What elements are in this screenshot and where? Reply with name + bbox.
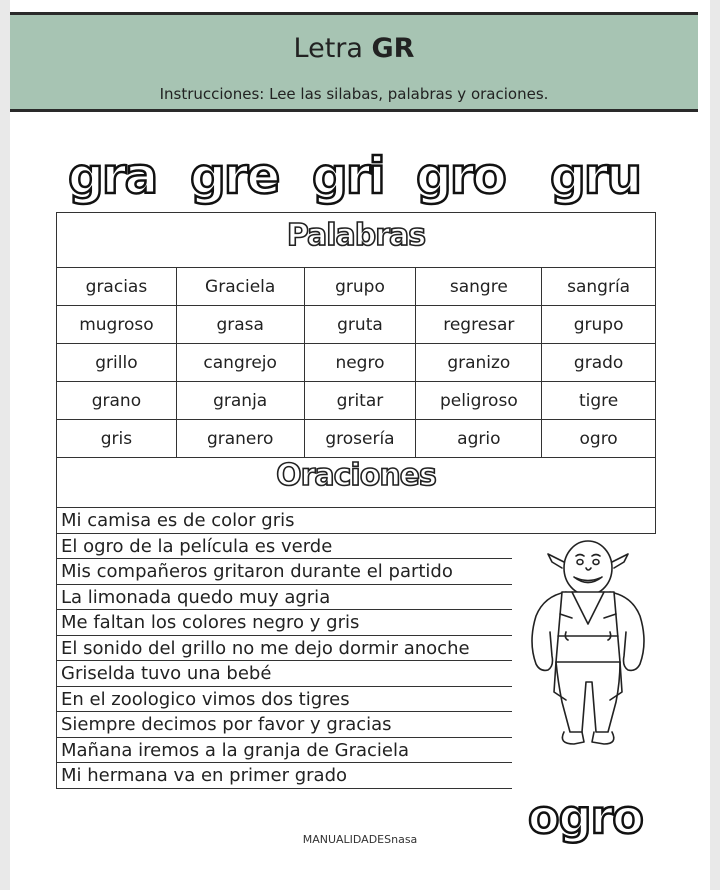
word-cell: grano <box>57 382 177 420</box>
table-row <box>57 382 656 420</box>
word-cell: grillo <box>57 344 177 382</box>
sentence-line: Mi camisa es de color gris <box>57 508 512 534</box>
syllable-gre: gre <box>190 147 279 205</box>
sentence-line: Siempre decimos por favor y gracias <box>57 712 512 738</box>
oraciones-heading: Oraciones <box>276 458 436 493</box>
instructions-text: Instrucciones: Lee las silabas, palabras y oraciones. <box>159 85 549 103</box>
word-cell: granizo <box>416 344 542 382</box>
word-cell: gritar <box>304 382 416 420</box>
word-cell: ogro <box>542 420 656 458</box>
ogro-word: ogro <box>528 790 643 844</box>
syllable-gri: gri <box>312 147 384 205</box>
sentence-line: Mañana iremos a la granja de Graciela <box>57 738 512 764</box>
worksheet-page <box>10 0 710 890</box>
word-cell: agrio <box>416 420 542 458</box>
word-cell: regresar <box>416 306 542 344</box>
word-cell: sangría <box>542 268 656 306</box>
exercise-grid <box>56 212 656 792</box>
syllables-row <box>68 146 658 212</box>
word-cell: gruta <box>304 306 416 344</box>
table-row <box>57 268 656 306</box>
syllable-gru: gru <box>550 147 641 205</box>
syllable-gra: gra <box>68 147 157 205</box>
ogre-illustration <box>514 532 664 782</box>
word-cell: tigre <box>542 382 656 420</box>
word-cell: cangrejo <box>176 344 304 382</box>
sentence-line: Mi hermana va en primer grado <box>57 763 512 789</box>
word-cell: grupo <box>304 268 416 306</box>
word-cell: peligroso <box>416 382 542 420</box>
word-cell: gracias <box>57 268 177 306</box>
sentence-line: Me faltan los colores negro y gris <box>57 610 512 636</box>
word-cell: grupo <box>542 306 656 344</box>
header-banner <box>10 12 698 112</box>
words-table <box>56 267 656 458</box>
table-row <box>57 344 656 382</box>
word-cell: mugroso <box>57 306 177 344</box>
table-row <box>57 306 656 344</box>
word-cell: Graciela <box>176 268 304 306</box>
sentence-line: Mis compañeros gritaron durante el partido <box>57 559 512 585</box>
word-cell: grosería <box>304 420 416 458</box>
credit-text: MANUALIDADESnasa <box>302 833 418 846</box>
word-cell: granja <box>176 382 304 420</box>
syllable-gro: gro <box>416 147 505 205</box>
word-cell: grado <box>542 344 656 382</box>
table-row <box>57 420 656 458</box>
word-cell: grasa <box>176 306 304 344</box>
word-cell: sangre <box>416 268 542 306</box>
word-cell: negro <box>304 344 416 382</box>
page-title: Letra GR <box>293 33 415 64</box>
word-cell: gris <box>57 420 177 458</box>
sentence-line: El ogro de la película es verde <box>57 534 512 560</box>
sentence-line: En el zoologico vimos dos tigres <box>57 687 512 713</box>
sentence-line: El sonido del grillo no me dejo dormir anoche <box>57 636 512 662</box>
palabras-heading: Palabras <box>286 218 426 253</box>
word-cell: granero <box>176 420 304 458</box>
sentence-line: La limonada quedo muy agria <box>57 585 512 611</box>
sentences-column <box>56 508 512 789</box>
sentence-line: Griselda tuvo una bebé <box>57 661 512 687</box>
